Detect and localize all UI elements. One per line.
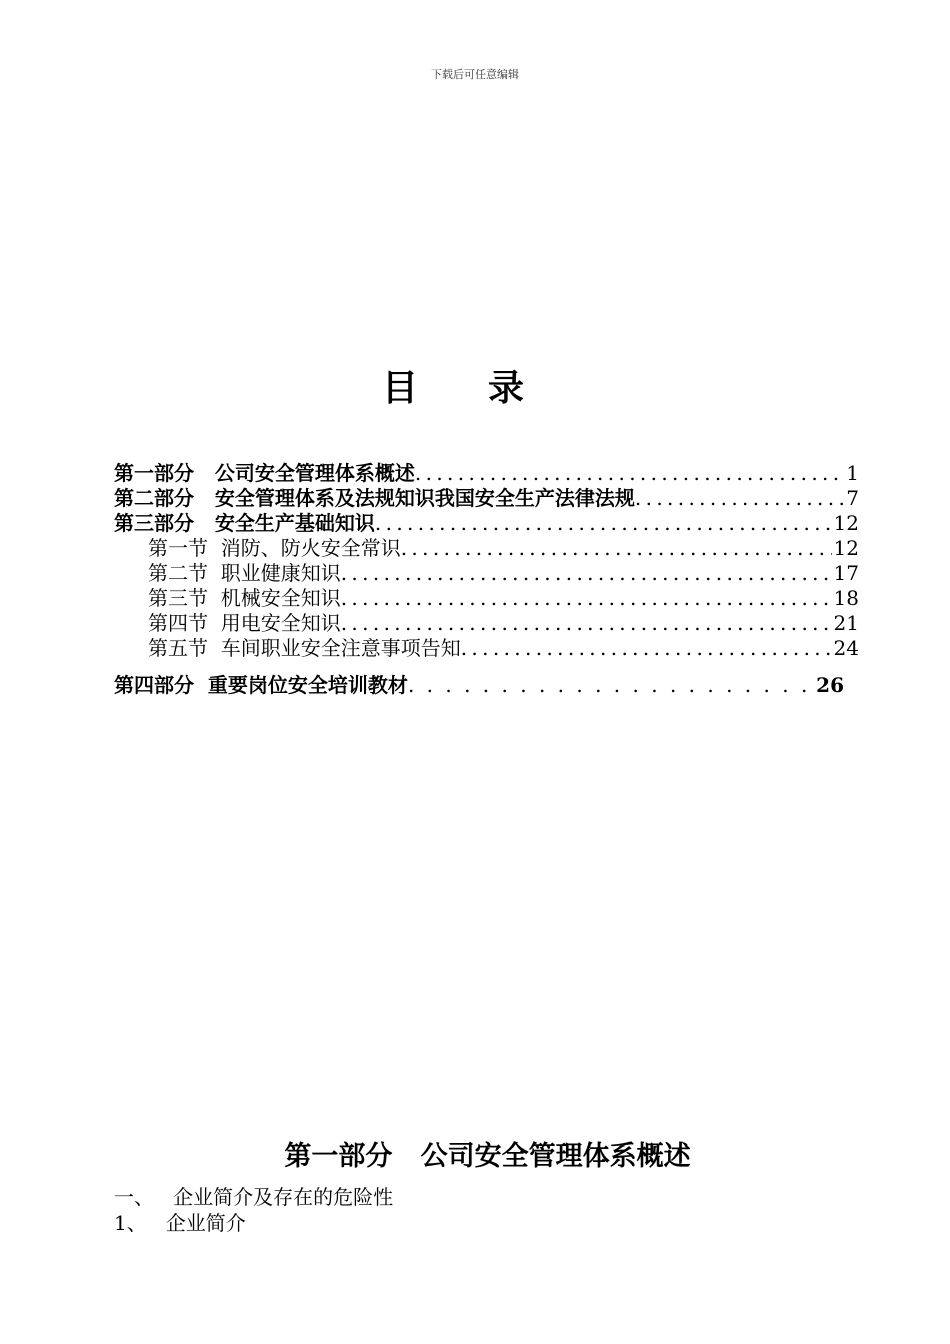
section-title: 第一部分 公司安全管理体系概述 — [284, 1141, 691, 1172]
toc-entry-section-4[interactable] — [114, 611, 859, 636]
toc-entry-label: 第三部分 安全生产基础知识 — [114, 511, 375, 535]
toc-entry-page: 24 — [833, 636, 859, 660]
toc-entry-section-2[interactable] — [114, 561, 859, 586]
toc-entry-section-1[interactable] — [114, 536, 859, 561]
toc-entry-page: 21 — [833, 611, 859, 635]
toc-title: 目录 — [381, 367, 594, 409]
toc-entry-label: 第三节 机械安全知识 — [148, 586, 341, 610]
toc-dot-leader — [375, 511, 832, 536]
toc-dot-leader — [341, 586, 832, 611]
toc-entry-part-4[interactable] — [114, 673, 844, 698]
toc-dot-leader — [401, 536, 832, 561]
toc-entry-section-5[interactable] — [114, 636, 859, 661]
toc-entry-label: 第五节 车间职业安全注意事项告知 — [148, 636, 461, 660]
toc-entry-label: 第二部分 安全管理体系及法规知识我国安全生产法律法规 — [114, 486, 635, 510]
toc-entry-label: 第一节 消防、防火安全常识 — [148, 536, 401, 560]
toc-entry-part-1[interactable] — [114, 461, 859, 486]
toc-entry-page: 18 — [833, 586, 859, 610]
toc-entry-page: 12 — [833, 536, 859, 560]
toc-dot-leader — [341, 561, 832, 586]
toc-entry-part-3[interactable] — [114, 511, 859, 536]
toc-entry-part-2[interactable] — [114, 486, 859, 511]
toc-entry-page: 1 — [846, 461, 859, 485]
toc-dot-leader — [408, 673, 814, 698]
toc-entry-label: 第四部分 重要岗位安全培训教材 — [114, 673, 408, 697]
toc-entry-label: 第二节 职业健康知识 — [148, 561, 341, 585]
toc-entry-section-3[interactable] — [114, 586, 859, 611]
toc-dot-leader — [461, 636, 832, 661]
toc-dot-leader — [341, 611, 832, 636]
page-header-note: 下载后可任意编辑 — [431, 68, 519, 81]
toc-dot-leader — [415, 461, 844, 486]
heading-level-1: 一、 企业简介及存在的危险性 — [114, 1185, 394, 1209]
toc-entry-page: 12 — [833, 511, 859, 535]
table-of-contents — [114, 461, 859, 698]
toc-entry-page: 7 — [846, 486, 859, 510]
toc-dot-leader — [635, 486, 844, 511]
toc-entry-page: 17 — [833, 561, 859, 585]
heading-level-2: 1、 企业简介 — [114, 1211, 246, 1235]
toc-entry-page: 26 — [816, 673, 844, 697]
toc-entry-label: 第一部分 公司安全管理体系概述 — [114, 461, 415, 485]
toc-entry-label: 第四节 用电安全知识 — [148, 611, 341, 635]
